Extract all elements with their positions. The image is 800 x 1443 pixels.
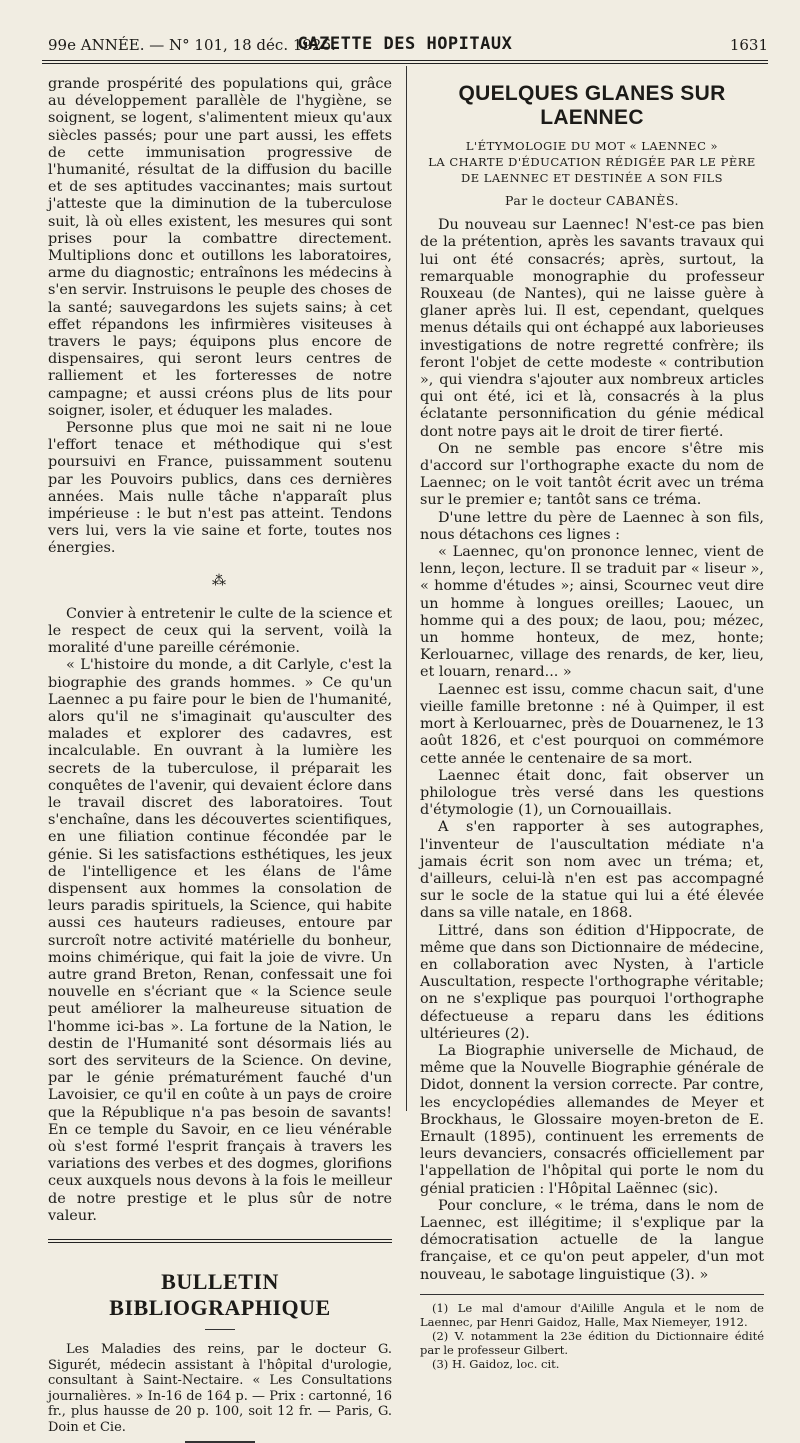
- header-rule: [42, 60, 768, 64]
- paragraph: Personne plus que moi ne sait ni ne loue l'effort tenace et méthodique qui s'est poursuivi en France, puissamment soutenu par les Pouvoirs publics, dans ces dernières années. Mais nulle tâche n'apparaît plus impérieuse : le but n'est pas atteint. Tendons vers lui, vers la vie saine et forte, toutes nos énergies.: [48, 420, 392, 557]
- article-subtitle: LA CHARTE D'ÉDUCATION RÉDIGÉE PAR LE PÈRE DE LAENNEC ET DESTINÉE A SON FILS: [428, 155, 756, 185]
- footnote: (2) V. notamment la 23e édition du Dictionnaire édité par le professeur Gilbert.: [420, 1328, 764, 1357]
- paragraph: On ne semble pas encore s'être mis d'accord sur l'orthographe exacte du nom de Laennec; on le voit tantôt écrit avec un tréma sur le premier e; tantôt sans ce tréma.: [420, 440, 764, 509]
- article-title: QUELQUES GLANES SUR LAENNEC: [458, 82, 726, 129]
- issue-info: 99e ANNÉE. — N° 101, 18 déc. 1926.: [48, 36, 336, 54]
- journal-title: GAZETTE DES HOPITAUX: [297, 34, 513, 54]
- paragraph: Pour conclure, « le tréma, dans le nom de Laennec, est illégitime; il s'explique par la démocratisation actuelle de la langue française, et ce qu'on peut appeler, d'un mot nouveau, le sabotage linguistique (3). »: [420, 1197, 764, 1283]
- paragraph: Convier à entretenir le culte de la science et le respect de ceux qui la servent, voilà la moralité d'une pareille cérémonie.: [48, 605, 392, 657]
- article-byline: Par le docteur CABANÈS.: [504, 193, 680, 208]
- paragraph: A s'en rapporter à ses autographes, l'inventeur de l'auscultation médiate n'a jamais écrit son nom avec un tréma; et, d'ailleurs, celui-là n'en est pas accompagné sur le socle de la statue qui lui a été élevée dans sa ville natale, en 1868.: [420, 819, 764, 922]
- title-rule: [205, 1329, 235, 1330]
- page-number: 1631: [729, 36, 768, 54]
- paragraph: Du nouveau sur Laennec! N'est-ce pas bien de la prétention, après les savants travaux qui lui ont été consacrés; après, surtout, la remarquable monographie du professeur Rouxeau (de Nantes), qui ne laisse guère à glaner après lui. Il est, cependant, quelques menus détails qui ont échappé aux laborieuses investigations de notre regretté confrère; ils feront l'objet de cette modeste « contribution », qui viendra s'ajouter aux nombreux articles qui ont été, ici et là, consacrés à la plus éclatante personnification du génie médical dont notre pays ait le droit de tirer fierté.: [420, 217, 764, 440]
- article-subtitle: L'ÉTYMOLOGIE DU MOT « LAENNEC »: [465, 139, 719, 153]
- paragraph: « Laennec, qu'on prononce lennec, vient de lenn, leçon, lecture. Il se traduit par « liseur », « homme d'études »; ainsi, Scournec veut dire un homme à longues oreilles; Laouec, un homme qui a des poux; de laou, pou; mézec, un homme honteux, de mez, honte; Kerlouarnec, village des renards, de ker, lieu, et louarn, renard... »: [420, 544, 764, 681]
- paragraph: grande prospérité des populations qui, grâce au développement parallèle de l'hygiène, se soignent, se logent, s'alimentent mieux qu'aux siècles passés; pour une part aussi, les effets de cette immunisation progressive de l'humanité, résultat de la diffusion du bacille et de ses aptitudes vaccinantes; mais surtout j'atteste que la diminution de la tuberculose suit, là où elles existent, les mesures qui sont prises pour la combattre directement. Multiplions donc et outillons les laboratoires, arme du diagnostic; entraînons les médecins à s'en servir. Instruisons le peuple des choses de la santé; sauvegardons les sujets sains; à cet effet répandons les infirmières visiteuses à travers le pays; équipons plus encore de dispensaires, qui seront leurs centres de ralliement et les forteresses de notre campagne; et aussi créons plus de lits pour soigner, isoler, et éduquer les malades.: [48, 76, 392, 419]
- paragraph: D'une lettre du père de Laennec à son fils, nous détachons ces lignes :: [420, 509, 764, 543]
- footnote: (3) H. Gaidoz, loc. cit.: [432, 1356, 560, 1371]
- bibliography-entry: Les Maladies des reins, par le docteur G. Sigurét, médecin assistant à l'hôpital d'urologie, consultant à Saint-Nectaire. « Les Consultations journalières. » In-16 de 164 p. — Prix : cartonné, 16 fr., plus hausse de 20 p. 100, soit 12 fr. — Paris, G. Doin et Cie.: [48, 1342, 392, 1435]
- footnotes-rule: [420, 1294, 764, 1295]
- paragraph: « L'histoire du monde, a dit Carlyle, c'est la biographie des grands hommes. » Ce qu'un Laennec a pu faire pour le bien de l'humanité, alors qu'il ne s'imaginait qu'ausculter des malades et explorer des cadavres, est incalculable. En ouvrant à la lumière les secrets de la tuberculose, il préparait les conquêtes de l'avenir, qui devaient éclore dans le travail discret des laboratoires. Tout s'enchaîne, dans les découvertes scientifiques, en une filiation continue fécondée par le génie. Si les satisfactions esthétiques, les jeux de l'intelligence et les élans de l'âme dispensent aux hommes la consolation de leurs paradis spirituels, la Science, qui habite aussi ces hauteurs radieuses, entoure par surcroît notre activité matérielle du bonheur, moins chimérique, qui fait la joie de vivre. Un autre grand Breton, Renan, confessait une foi nouvelle en s'écriant que « la Science seule peut améliorer la malheureuse situation de l'homme ici-bas ». La fortune de la Nation, le destin de l'Humanité sont désormais liés au sort des serviteurs de la Science. On devine, par le génie prématurément fauché d'un Lavoisier, ce qu'il en coûte à un pays de croire que la République n'a pas besoin de savants! En ce temple du Savoir, en ce lieu vénérable où s'est formé l'esprit français à travers les variations des verbes et des dogmes, glorifions ceux auxquels nous devons à la fois le meilleur de notre prestige et le plus sûr de notre valeur.: [48, 657, 392, 1224]
- left-column: [48, 76, 392, 1443]
- asterism: ⁂: [212, 572, 228, 589]
- paragraph: Laennec est issu, comme chacun sait, d'une vieille famille bretonne : né à Quimper, il est mort à Kerlouarnec, près de Douarnenez, le 13 août 1826, et c'est pourquoi on commémore cette année le centenaire de sa mort.: [420, 681, 764, 767]
- column-divider: [406, 66, 407, 1111]
- paragraph: La Biographie universelle de Michaud, de même que la Nouvelle Biographie générale de Didot, donnent la version correcte. Par contre, les encyclopédies allemandes de Meyer et Brockhaus, le Glossaire moyen-breton de E. Ernault (1895), continuent les errements de leurs devanciers, consacrés officiellement par l'appellation de l'hôpital qui porte le nom du génial praticien : l'Hôpital Laënnec (sic).: [420, 1042, 764, 1197]
- right-column: [420, 82, 764, 1371]
- bulletin-title: BULLETIN BIBLIOGRAPHIQUE: [109, 1269, 331, 1320]
- paragraph: Laennec était donc, fait observer un philologue très versé dans les questions d'étymologie (1), un Cornouaillais.: [420, 767, 764, 819]
- footnotes: [420, 1301, 764, 1371]
- section-rule: [48, 1239, 392, 1243]
- page-header: [42, 30, 768, 60]
- footnote: (1) Le mal d'amour d'Ailille Angula et le nom de Laennec, par Henri Gaidoz, Halle, Max Niemeyer, 1912.: [420, 1300, 764, 1329]
- paragraph: Littré, dans son édition d'Hippocrate, de même que dans son Dictionnaire de médecine, en collaboration avec Nysten, à l'article Auscultation, respecte l'orthographe véritable; on ne s'explique pas pourquoi l'orthographe défectueuse a reparu dans les éditions ultérieures (2).: [420, 922, 764, 1042]
